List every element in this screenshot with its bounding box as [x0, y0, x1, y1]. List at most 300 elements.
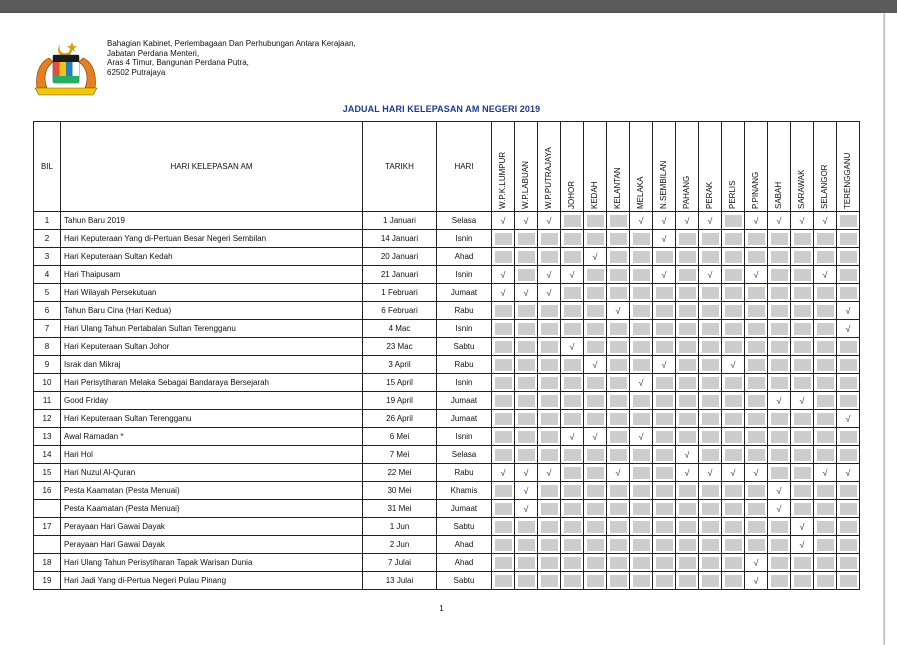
empty-cell-shade: [587, 557, 604, 569]
state-cell: [561, 248, 584, 266]
state-cell: [791, 572, 814, 590]
state-cell: [607, 500, 630, 518]
state-cell: [492, 464, 515, 482]
empty-cell-shade: [771, 431, 788, 443]
state-cell: [791, 266, 814, 284]
check-mark-icon: √: [794, 519, 811, 535]
empty-cell-shade: [679, 575, 696, 587]
empty-cell-shade: [771, 539, 788, 551]
holiday-date: 2 Jun: [363, 536, 437, 554]
empty-cell-shade: [702, 575, 719, 587]
state-cell: [768, 518, 791, 536]
empty-cell-shade: [748, 431, 765, 443]
holiday-name: Pesta Kaamatan (Pesta Menuai): [61, 482, 363, 500]
state-cell: [561, 230, 584, 248]
empty-cell-shade: [541, 305, 558, 317]
state-cell: [653, 464, 676, 482]
holiday-date: 23 Mac: [363, 338, 437, 356]
empty-cell-shade: [587, 503, 604, 515]
state-cell: [791, 320, 814, 338]
state-cell: [745, 572, 768, 590]
state-cell: [538, 320, 561, 338]
holiday-name: Hari Ulang Tahun Pertabalan Sultan Terengganu: [61, 320, 363, 338]
empty-cell-shade: [840, 377, 857, 389]
state-cell: [561, 554, 584, 572]
state-cell: [768, 500, 791, 518]
empty-cell-shade: [702, 431, 719, 443]
empty-cell-shade: [840, 485, 857, 497]
empty-cell-shade: [610, 557, 627, 569]
state-cell: [814, 500, 837, 518]
empty-cell-shade: [817, 485, 834, 497]
empty-cell-shade: [748, 413, 765, 425]
holiday-date: 20 Januari: [363, 248, 437, 266]
check-mark-icon: √: [794, 537, 811, 553]
state-cell: [722, 392, 745, 410]
state-cell: [699, 428, 722, 446]
state-cell: [630, 374, 653, 392]
state-cell: [745, 446, 768, 464]
state-cell: [607, 284, 630, 302]
state-cell: [837, 230, 860, 248]
state-name: TERENGGANU: [843, 152, 852, 209]
state-cell: [492, 554, 515, 572]
state-cell: [791, 302, 814, 320]
col-header-state: [791, 122, 814, 212]
empty-cell-shade: [840, 557, 857, 569]
table-row: [34, 266, 860, 284]
empty-cell-shade: [656, 341, 673, 353]
state-cell: [676, 212, 699, 230]
state-cell: [722, 374, 745, 392]
state-cell: [515, 374, 538, 392]
check-mark-icon: √: [817, 213, 834, 229]
holiday-date: 7 Julai: [363, 554, 437, 572]
state-cell: [676, 248, 699, 266]
check-mark-icon: √: [495, 213, 512, 229]
empty-cell-shade: [495, 233, 512, 245]
state-name: PERLIS: [728, 180, 737, 209]
state-cell: [745, 248, 768, 266]
state-cell: [607, 518, 630, 536]
state-cell: [561, 410, 584, 428]
state-cell: [722, 554, 745, 572]
state-cell: [768, 482, 791, 500]
state-cell: [676, 320, 699, 338]
state-cell: [699, 338, 722, 356]
empty-cell-shade: [610, 539, 627, 551]
state-cell: [837, 446, 860, 464]
holiday-day: Jumaat: [437, 500, 492, 518]
empty-cell-shade: [587, 341, 604, 353]
table-row: [34, 356, 860, 374]
empty-cell-shade: [840, 503, 857, 515]
holiday-day: Sabtu: [437, 338, 492, 356]
empty-cell-shade: [587, 233, 604, 245]
table-row: [34, 230, 860, 248]
row-number: 11: [34, 392, 61, 410]
holiday-day: Isnin: [437, 428, 492, 446]
state-cell: [607, 446, 630, 464]
state-cell: [538, 284, 561, 302]
empty-cell-shade: [495, 521, 512, 533]
empty-cell-shade: [702, 395, 719, 407]
state-cell: [699, 302, 722, 320]
col-header-date: TARIKH: [363, 122, 437, 212]
check-mark-icon: √: [541, 213, 558, 229]
empty-cell-shade: [518, 269, 535, 281]
empty-cell-shade: [541, 377, 558, 389]
empty-cell-shade: [840, 269, 857, 281]
empty-cell-shade: [679, 305, 696, 317]
table-row: [34, 212, 860, 230]
empty-cell-shade: [725, 449, 742, 461]
state-cell: [492, 572, 515, 590]
check-mark-icon: √: [518, 483, 535, 499]
row-number: 7: [34, 320, 61, 338]
state-cell: [653, 392, 676, 410]
empty-cell-shade: [564, 539, 581, 551]
state-cell: [814, 428, 837, 446]
state-cell: [584, 212, 607, 230]
col-header-state: [722, 122, 745, 212]
state-cell: [814, 212, 837, 230]
empty-cell-shade: [633, 467, 650, 479]
col-header-state: [492, 122, 515, 212]
state-cell: [745, 374, 768, 392]
empty-cell-shade: [679, 395, 696, 407]
row-number: 17: [34, 518, 61, 536]
check-mark-icon: √: [771, 483, 788, 499]
state-cell: [492, 212, 515, 230]
empty-cell-shade: [633, 341, 650, 353]
state-cell: [745, 482, 768, 500]
state-cell: [722, 464, 745, 482]
state-cell: [837, 536, 860, 554]
empty-cell-shade: [518, 341, 535, 353]
empty-cell-shade: [495, 413, 512, 425]
empty-cell-shade: [725, 503, 742, 515]
state-cell: [492, 356, 515, 374]
holiday-day: Ahad: [437, 536, 492, 554]
check-mark-icon: √: [840, 321, 857, 337]
state-cell: [722, 356, 745, 374]
state-cell: [837, 482, 860, 500]
empty-cell-shade: [702, 521, 719, 533]
state-cell: [561, 266, 584, 284]
state-cell: [676, 284, 699, 302]
row-number: 2: [34, 230, 61, 248]
empty-cell-shade: [794, 413, 811, 425]
empty-cell-shade: [610, 269, 627, 281]
holiday-name: Hari Nuzul Al-Quran: [61, 464, 363, 482]
state-cell: [837, 428, 860, 446]
state-cell: [515, 356, 538, 374]
state-cell: [515, 248, 538, 266]
empty-cell-shade: [748, 341, 765, 353]
empty-cell-shade: [817, 413, 834, 425]
state-cell: [492, 338, 515, 356]
state-cell: [699, 320, 722, 338]
empty-cell-shade: [610, 287, 627, 299]
check-mark-icon: √: [541, 285, 558, 301]
row-number: 4: [34, 266, 61, 284]
table-row: [34, 482, 860, 500]
empty-cell-shade: [840, 575, 857, 587]
state-cell: [538, 554, 561, 572]
state-cell: [676, 266, 699, 284]
state-cell: [561, 572, 584, 590]
check-mark-icon: √: [656, 267, 673, 283]
empty-cell-shade: [564, 233, 581, 245]
empty-cell-shade: [748, 449, 765, 461]
empty-cell-shade: [748, 395, 765, 407]
state-cell: [837, 518, 860, 536]
empty-cell-shade: [679, 503, 696, 515]
state-cell: [791, 554, 814, 572]
state-cell: [745, 356, 768, 374]
empty-cell-shade: [702, 449, 719, 461]
state-cell: [561, 338, 584, 356]
empty-cell-shade: [656, 377, 673, 389]
state-cell: [653, 572, 676, 590]
state-cell: [768, 374, 791, 392]
state-cell: [837, 464, 860, 482]
empty-cell-shade: [817, 539, 834, 551]
state-cell: [722, 572, 745, 590]
table-row: [34, 302, 860, 320]
row-number: 1: [34, 212, 61, 230]
state-name: N.SEMBILAN: [659, 160, 668, 209]
check-mark-icon: √: [564, 429, 581, 445]
state-cell: [768, 230, 791, 248]
state-cell: [722, 284, 745, 302]
empty-cell-shade: [587, 305, 604, 317]
empty-cell-shade: [840, 341, 857, 353]
state-name: PAHANG: [682, 175, 691, 209]
empty-cell-shade: [587, 287, 604, 299]
table-header-row: [34, 122, 860, 212]
empty-cell-shade: [748, 377, 765, 389]
empty-cell-shade: [541, 449, 558, 461]
state-cell: [722, 212, 745, 230]
table-row: [34, 518, 860, 536]
state-cell: [538, 464, 561, 482]
empty-cell-shade: [702, 503, 719, 515]
empty-cell-shade: [656, 521, 673, 533]
state-cell: [607, 572, 630, 590]
viewer-scrollbar[interactable]: [884, 13, 897, 645]
empty-cell-shade: [610, 323, 627, 335]
empty-cell-shade: [702, 359, 719, 371]
state-cell: [653, 266, 676, 284]
col-header-state: [630, 122, 653, 212]
empty-cell-shade: [656, 449, 673, 461]
state-cell: [492, 536, 515, 554]
empty-cell-shade: [771, 467, 788, 479]
empty-cell-shade: [633, 287, 650, 299]
state-cell: [837, 212, 860, 230]
state-cell: [699, 212, 722, 230]
holiday-name: Hari Wilayah Persekutuan: [61, 284, 363, 302]
state-cell: [768, 266, 791, 284]
state-cell: [630, 338, 653, 356]
row-number: 16: [34, 482, 61, 500]
empty-cell-shade: [840, 431, 857, 443]
row-number: 15: [34, 464, 61, 482]
holiday-date: 4 Mac: [363, 320, 437, 338]
empty-cell-shade: [564, 449, 581, 461]
state-name: PERAK: [705, 181, 714, 209]
holiday-name: Tahun Baru 2019: [61, 212, 363, 230]
state-cell: [722, 338, 745, 356]
empty-cell-shade: [541, 557, 558, 569]
state-cell: [492, 500, 515, 518]
table-row: [34, 464, 860, 482]
empty-cell-shade: [679, 251, 696, 263]
empty-cell-shade: [610, 341, 627, 353]
empty-cell-shade: [656, 287, 673, 299]
empty-cell-shade: [794, 323, 811, 335]
state-cell: [722, 248, 745, 266]
state-cell: [538, 392, 561, 410]
col-header-day: HARI: [437, 122, 492, 212]
col-header-state: [837, 122, 860, 212]
holiday-name: Hari Keputeraan Sultan Kedah: [61, 248, 363, 266]
state-cell: [630, 446, 653, 464]
state-cell: [653, 284, 676, 302]
state-cell: [630, 554, 653, 572]
check-mark-icon: √: [771, 213, 788, 229]
state-cell: [676, 374, 699, 392]
state-cell: [607, 464, 630, 482]
holiday-date: 15 April: [363, 374, 437, 392]
state-cell: [745, 428, 768, 446]
state-cell: [676, 536, 699, 554]
holiday-date: 1 Jun: [363, 518, 437, 536]
state-cell: [561, 536, 584, 554]
empty-cell-shade: [702, 413, 719, 425]
empty-cell-shade: [679, 485, 696, 497]
holiday-day: Rabu: [437, 464, 492, 482]
state-cell: [515, 554, 538, 572]
state-cell: [676, 446, 699, 464]
state-cell: [584, 284, 607, 302]
state-name: SELANGOR: [820, 164, 829, 209]
holiday-name: Hari Keputeraan Sultan Johor: [61, 338, 363, 356]
state-name: W.P.LABUAN: [521, 161, 530, 209]
state-cell: [814, 464, 837, 482]
empty-cell-shade: [633, 395, 650, 407]
state-cell: [745, 320, 768, 338]
empty-cell-shade: [679, 431, 696, 443]
empty-cell-shade: [587, 413, 604, 425]
empty-cell-shade: [656, 431, 673, 443]
state-cell: [630, 230, 653, 248]
state-cell: [561, 302, 584, 320]
empty-cell-shade: [518, 323, 535, 335]
empty-cell-shade: [633, 359, 650, 371]
state-cell: [768, 572, 791, 590]
empty-cell-shade: [633, 521, 650, 533]
state-cell: [722, 302, 745, 320]
state-cell: [653, 446, 676, 464]
state-cell: [768, 554, 791, 572]
state-cell: [538, 500, 561, 518]
state-cell: [630, 428, 653, 446]
state-cell: [584, 572, 607, 590]
holiday-date: 6 Februari: [363, 302, 437, 320]
state-cell: [607, 482, 630, 500]
empty-cell-shade: [656, 413, 673, 425]
state-cell: [607, 212, 630, 230]
state-cell: [722, 428, 745, 446]
check-mark-icon: √: [495, 285, 512, 301]
empty-cell-shade: [771, 251, 788, 263]
empty-cell-shade: [679, 413, 696, 425]
empty-cell-shade: [495, 449, 512, 461]
state-cell: [515, 536, 538, 554]
state-cell: [791, 464, 814, 482]
state-cell: [814, 482, 837, 500]
state-name: W.P.PUTRAJAYA: [544, 147, 553, 209]
empty-cell-shade: [587, 215, 604, 227]
state-cell: [699, 518, 722, 536]
empty-cell-shade: [817, 395, 834, 407]
state-cell: [768, 212, 791, 230]
state-cell: [492, 374, 515, 392]
state-cell: [584, 266, 607, 284]
row-number: 8: [34, 338, 61, 356]
holiday-day: Jumaat: [437, 410, 492, 428]
empty-cell-shade: [495, 575, 512, 587]
empty-cell-shade: [633, 539, 650, 551]
empty-cell-shade: [794, 467, 811, 479]
empty-cell-shade: [541, 359, 558, 371]
empty-cell-shade: [702, 539, 719, 551]
state-cell: [538, 410, 561, 428]
state-cell: [814, 302, 837, 320]
holiday-day: Sabtu: [437, 572, 492, 590]
state-name: KELANTAN: [613, 167, 622, 209]
empty-cell-shade: [564, 287, 581, 299]
state-cell: [814, 374, 837, 392]
empty-cell-shade: [518, 521, 535, 533]
state-cell: [561, 446, 584, 464]
state-cell: [515, 446, 538, 464]
empty-cell-shade: [817, 323, 834, 335]
state-cell: [837, 392, 860, 410]
viewer-toolbar: [0, 0, 897, 13]
state-cell: [768, 392, 791, 410]
col-header-state: [676, 122, 699, 212]
state-cell: [561, 374, 584, 392]
state-cell: [630, 518, 653, 536]
empty-cell-shade: [587, 449, 604, 461]
state-cell: [653, 428, 676, 446]
state-cell: [630, 500, 653, 518]
table-row: [34, 338, 860, 356]
state-cell: [814, 266, 837, 284]
holiday-name: Good Friday: [61, 392, 363, 410]
empty-cell-shade: [794, 233, 811, 245]
state-cell: [699, 554, 722, 572]
state-cell: [607, 230, 630, 248]
state-cell: [561, 482, 584, 500]
state-cell: [676, 338, 699, 356]
state-cell: [607, 320, 630, 338]
empty-cell-shade: [679, 287, 696, 299]
